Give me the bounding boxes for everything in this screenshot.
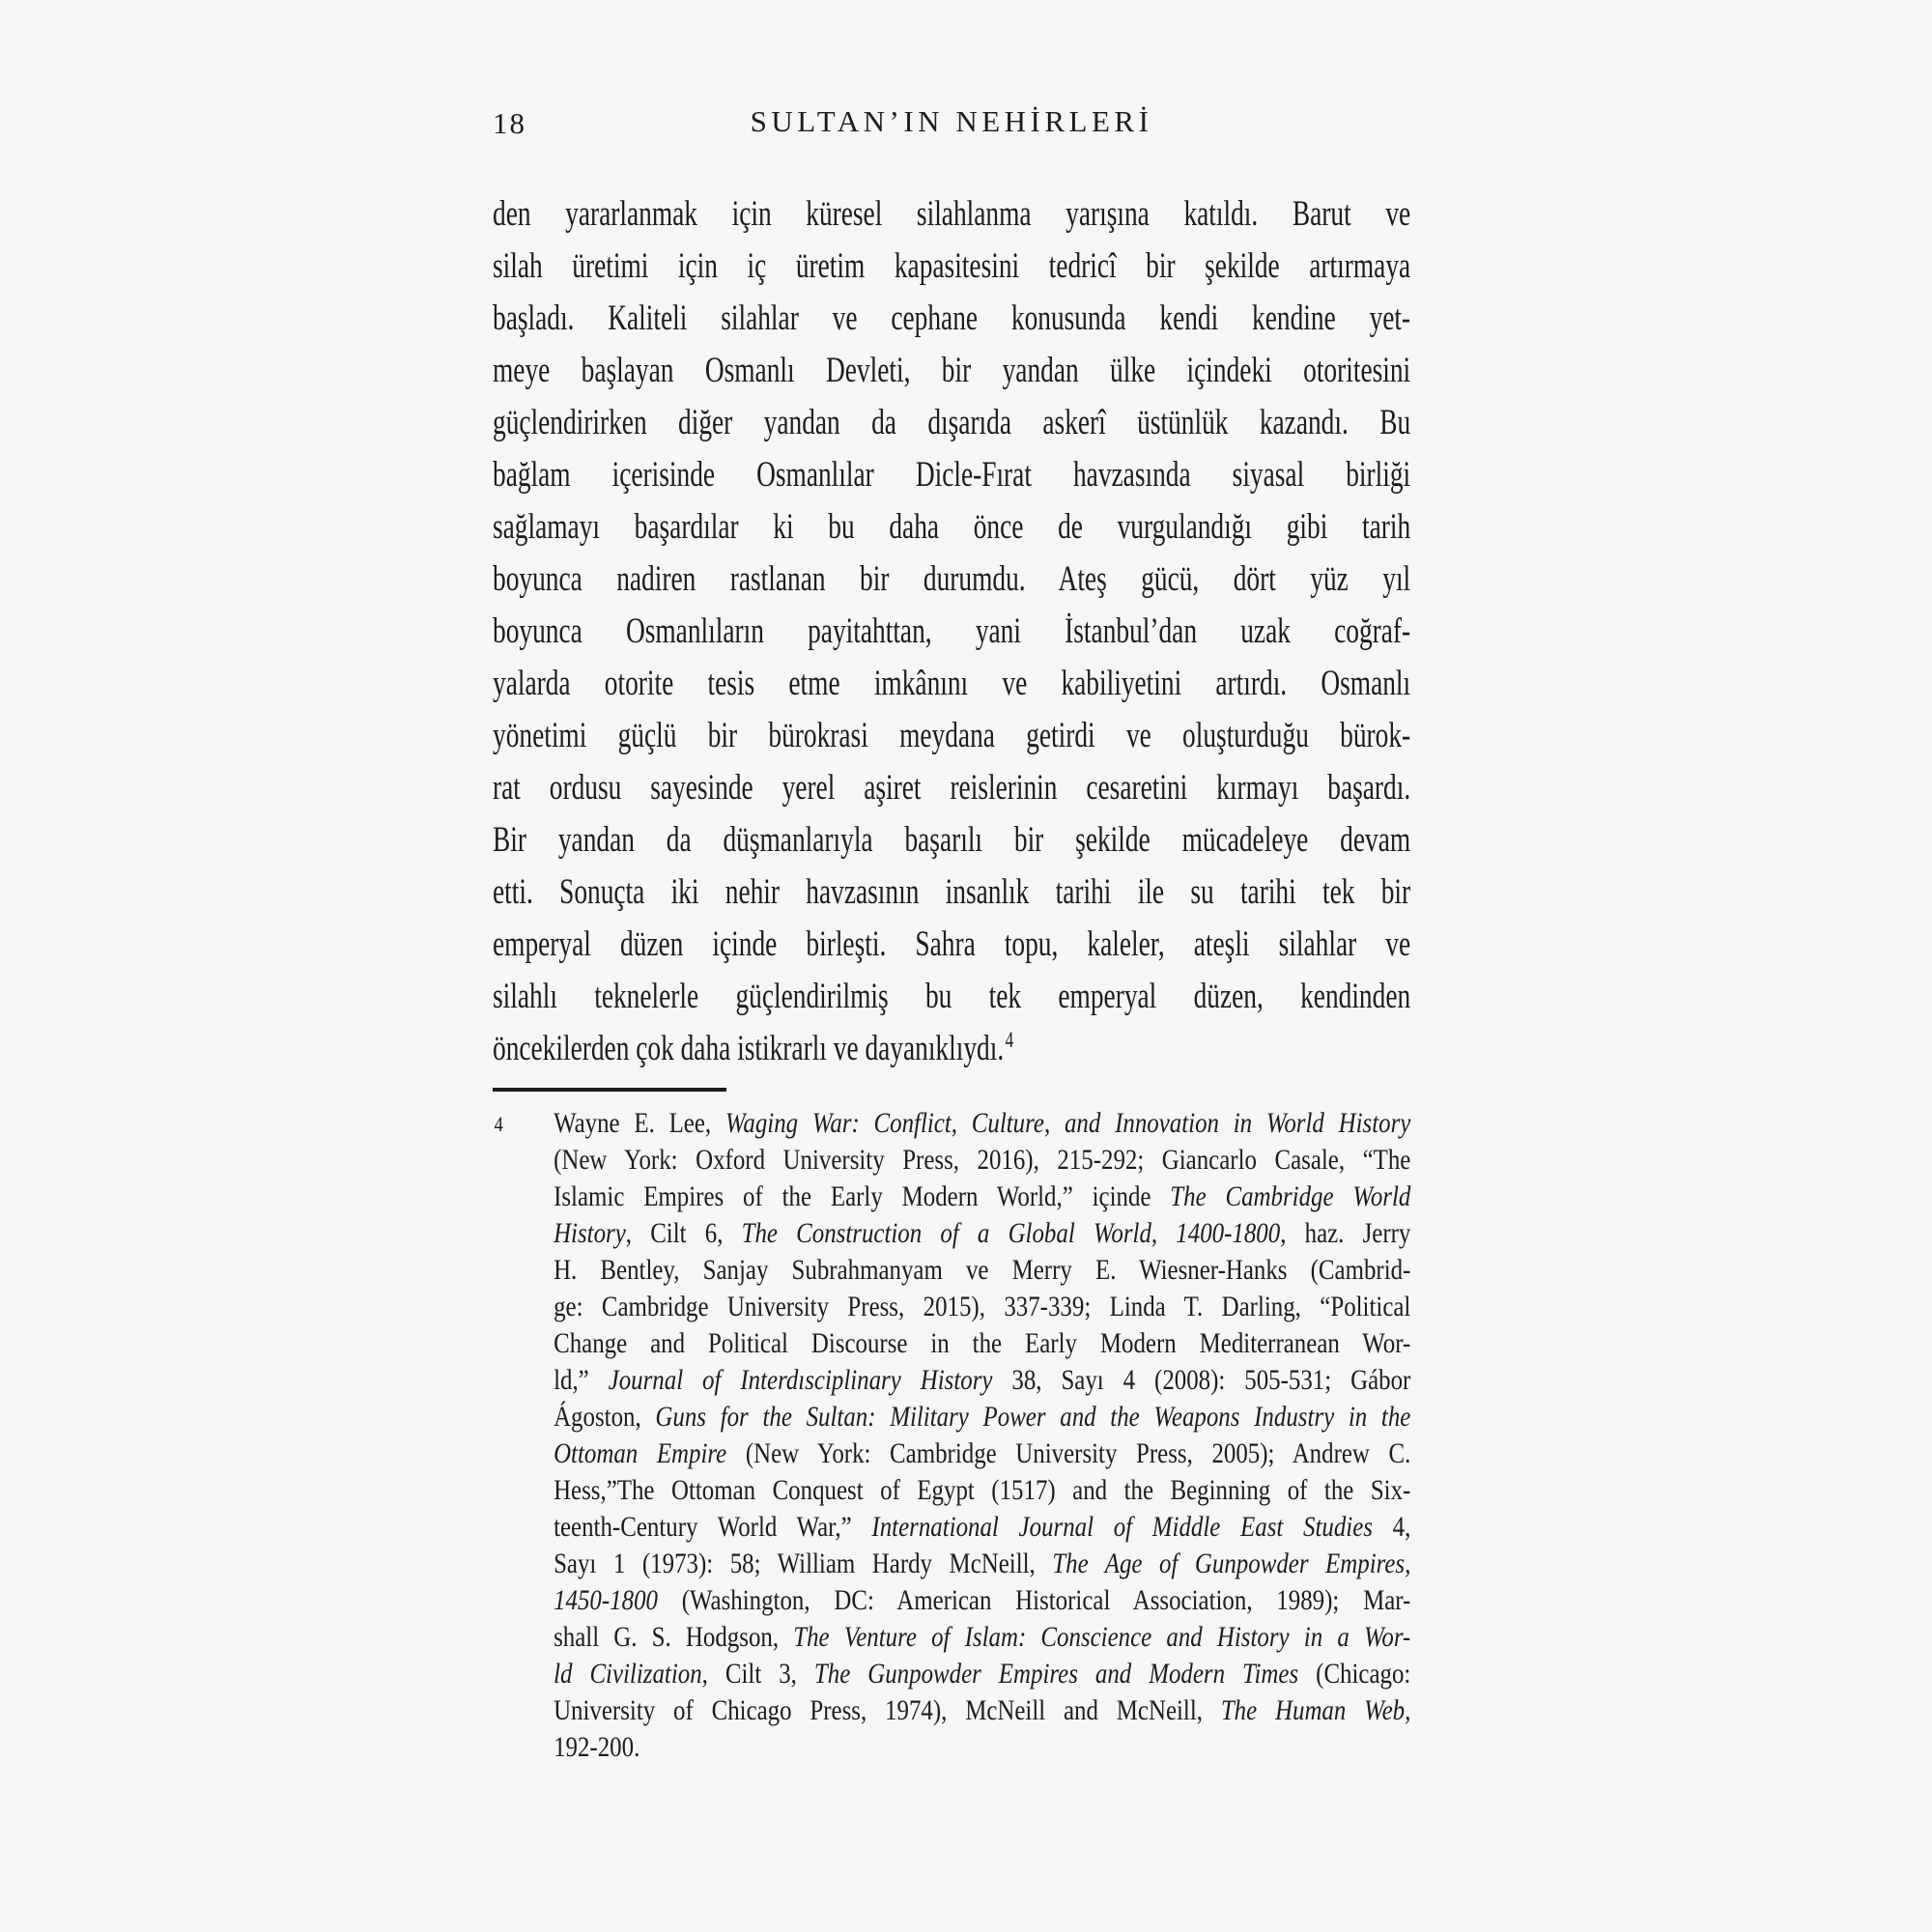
body-line: boyunca Osmanlıların payitahttan, yani İstanbul’dan uzak coğraf- xyxy=(493,611,1411,651)
footnote-text-segment: 192-200. xyxy=(554,1731,640,1763)
footnote-line xyxy=(554,1509,1410,1546)
footnote-italic-segment: ld Civilization, xyxy=(554,1658,708,1690)
footnote-italic-segment: Guns for the Sultan: Military Power and the Weapons Industry in the xyxy=(655,1401,1411,1433)
footnote-line xyxy=(554,1729,1410,1766)
footnote-text-segment: , Cilt 6, xyxy=(625,1217,742,1249)
body-line: öncekilerden çok daha istikrarlı ve dayanıklıydı.$^4$ xyxy=(493,1027,1014,1068)
body-line: meye başlayan Osmanlı Devleti, bir yandan ülke içindeki otoritesini xyxy=(493,351,1411,390)
footnote-italic-segment: The Human Web, xyxy=(1220,1694,1411,1726)
footnote-italic-segment: The Construction of a Global World, 1400-1800 xyxy=(741,1217,1281,1249)
footnote-line xyxy=(554,1362,1410,1399)
footnote-line xyxy=(554,1252,1410,1289)
footnote-line xyxy=(554,1142,1410,1179)
footnote-line xyxy=(554,1582,1410,1619)
footnote-line xyxy=(554,1399,1410,1435)
footnote-text-segment: H. Bentley, Sanjay Subrahmanyam ve Merry E. Wiesner-Hanks (Cambrid- xyxy=(554,1254,1411,1286)
footnote-text-segment: University of Chicago Press, 1974), McNeill and McNeill, xyxy=(554,1694,1221,1726)
body-line: den yararlanmak için küresel silahlanma yarışına katıldı. Barut ve xyxy=(493,194,1411,234)
footnote-text-segment: Hess,”The Ottoman Conquest of Egypt (1517) and the Beginning of the Six- xyxy=(554,1474,1411,1506)
footnote-line xyxy=(554,1289,1410,1325)
footnote-italic-segment: The Gunpowder Empires and Modern Times xyxy=(813,1658,1299,1690)
footnote xyxy=(493,1105,1410,1766)
footnote-text-segment: Cilt 3, xyxy=(707,1658,814,1690)
body-line: boyunca nadiren rastlanan bir durumdu. Ateş gücü, dört yüz yıl xyxy=(493,559,1411,599)
body-line: rat ordusu sayesinde yerel aşiret reislerinin cesaretini kırmayı başardı. xyxy=(493,768,1411,808)
footnote-text-segment: teenth-Century World War,” xyxy=(554,1511,872,1543)
footnote-line xyxy=(554,1546,1410,1582)
footnote-text-segment: shall G. S. Hodgson, xyxy=(554,1621,794,1653)
footnote-line xyxy=(554,1325,1410,1362)
footnote-ref: 4 xyxy=(1005,1027,1014,1052)
footnote-text-segment: (New York: Oxford University Press, 2016), 215-292; Giancarlo Casale, “The xyxy=(554,1144,1411,1176)
footnote-text-segment: 4, xyxy=(1372,1511,1411,1543)
body-line: bağlam içerisinde Osmanlılar Dicle-Fırat havzasında siyasal birliği xyxy=(493,455,1411,495)
footnote-line xyxy=(554,1472,1410,1509)
footnote-text-segment: , haz. Jerry xyxy=(1280,1217,1411,1249)
footnote-italic-segment: The Age of Gunpowder Empires, xyxy=(1052,1548,1411,1579)
body-line: silah üretimi için iç üretim kapasitesini tedricî bir şekilde artırmaya xyxy=(493,246,1411,286)
footnote-text-segment: Ágoston, xyxy=(554,1401,656,1433)
footnote-text-segment: (New York: Cambridge University Press, 2005); Andrew C. xyxy=(726,1437,1411,1469)
body-line: emperyal düzen içinde birleşti. Sahra topu, kaleler, ateşli silahlar ve xyxy=(493,924,1411,964)
footnote-italic-segment: 1450-1800 xyxy=(554,1584,658,1616)
footnote-italic-segment: Waging War: Conflict, Culture, and Innovation in World History xyxy=(724,1107,1411,1139)
footnote-line xyxy=(554,1692,1410,1729)
footnote-text-segment: (Chicago: xyxy=(1298,1658,1411,1690)
footnote-italic-segment: The Venture of Islam: Conscience and History in a Wor- xyxy=(793,1621,1411,1653)
body-line: yönetimi güçlü bir bürokrasi meydana getirdi ve oluşturduğu bürok- xyxy=(493,716,1411,755)
footnote-line xyxy=(554,1656,1410,1692)
body-line: silahlı teknelerle güçlendirilmiş bu tek emperyal düzen, kendinden xyxy=(493,977,1411,1016)
footnote-line xyxy=(554,1435,1410,1472)
body-line: yalarda otorite tesis etme imkânını ve kabiliyetini artırdı. Osmanlı xyxy=(493,664,1411,703)
footnote-italic-segment: International Journal of Middle East Studies xyxy=(871,1511,1373,1543)
footnote-text-segment: (Washington, DC: American Historical Association, 1989); Mar- xyxy=(657,1584,1411,1616)
footnote-marker: 4 xyxy=(494,1112,503,1136)
footnote-line xyxy=(554,1215,1410,1252)
footnote-italic-segment: Journal of Interdısciplinary History xyxy=(608,1364,993,1396)
footnote-italic-segment: The Cambridge World xyxy=(1170,1180,1411,1212)
page-number: 18 xyxy=(493,106,526,140)
footnote-line xyxy=(554,1619,1410,1656)
footnote-lines xyxy=(554,1105,1410,1766)
footnote-line xyxy=(554,1179,1410,1215)
footnote-text-segment: Sayı 1 (1973): 58; William Hardy McNeill, xyxy=(554,1548,1053,1579)
body-line: güçlendirirken diğer yandan da dışarıda askerî üstünlük kazandı. Bu xyxy=(493,403,1411,442)
body-line: başladı. Kaliteli silahlar ve cephane konusunda kendi kendine yet- xyxy=(493,298,1411,338)
body-line: etti. Sonuçta iki nehir havzasının insanlık tarihi ile su tarihi tek bir xyxy=(493,872,1411,912)
footnote-italic-segment: History xyxy=(554,1217,626,1249)
footnote-text-segment: Islamic Empires of the Early Modern World,” içinde xyxy=(554,1180,1171,1212)
footnote-text-segment: 38, Sayı 4 (2008): 505-531; Gábor xyxy=(992,1364,1411,1396)
footnote-separator xyxy=(493,1088,726,1092)
footnote-line xyxy=(554,1105,1410,1142)
running-title: SULTAN’IN NEHİRLERİ xyxy=(750,104,1153,138)
body-paragraph xyxy=(493,188,1410,1075)
body-line: sağlamayı başardılar ki bu daha önce de vurgulandığı gibi tarih xyxy=(493,507,1411,547)
footnote-text-segment: Wayne E. Lee, xyxy=(554,1107,725,1139)
footnote-text-segment: Change and Political Discourse in the Early Modern Mediterranean Wor- xyxy=(554,1327,1411,1359)
footnote-text-segment: ld,” xyxy=(554,1364,609,1396)
page-header xyxy=(493,104,1410,147)
footnote-italic-segment: Ottoman Empire xyxy=(554,1437,727,1469)
footnote-text-segment: ge: Cambridge University Press, 2015), 337-339; Linda T. Darling, “Political xyxy=(554,1291,1411,1322)
body-line: Bir yandan da düşmanlarıyla başarılı bir şekilde mücadeleye devam xyxy=(493,820,1411,860)
